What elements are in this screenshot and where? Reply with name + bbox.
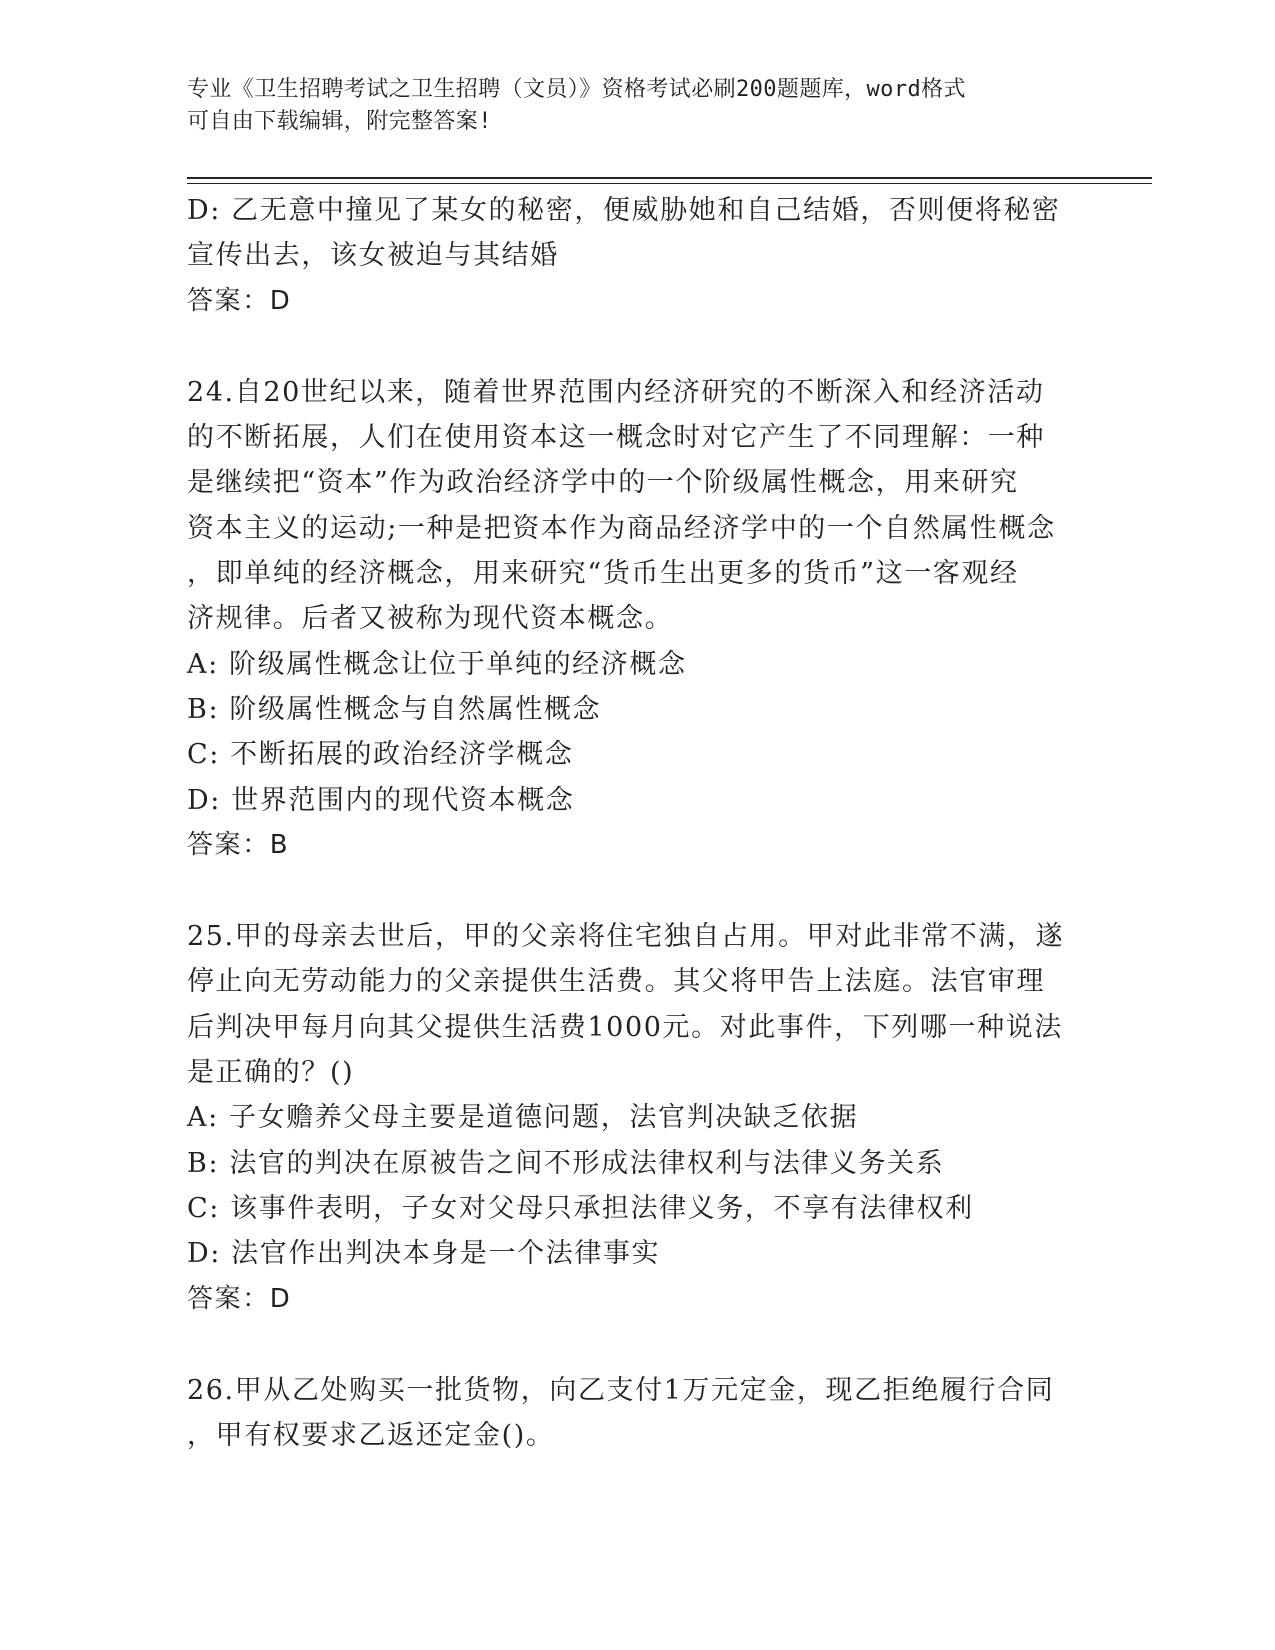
header-line-2: 可自由下载编辑，附完整答案!: [187, 109, 492, 134]
q26-stem-line: ，甲有权要求乙返还定金()。: [187, 1420, 555, 1452]
q25-option-d: D: 法官作出判决本身是一个法律事实: [187, 1238, 661, 1270]
q24-option-a: A: 阶级属性概念让位于单纯的经济概念: [187, 648, 687, 680]
q23-answer: 答案：D: [187, 285, 292, 316]
q24-stem-line: 资本主义的运动;一种是把资本作为商品经济学中的一个自然属性概念: [187, 512, 1056, 544]
q24-option-d: D: 世界范围内的现代资本概念: [187, 784, 575, 816]
q25-stem-line: 后判决甲每月向其父提供生活费1000元。对此事件，下列哪一种说法: [187, 1011, 1063, 1043]
q24-option-c: C: 不断拓展的政治经济学概念: [187, 739, 574, 771]
header-rule-thin: [187, 183, 1152, 184]
q24-option-b: B: 阶级属性概念与自然属性概念: [187, 693, 602, 725]
document-body: [187, 188, 1067, 1458]
question-23-tail: [187, 188, 1067, 324]
q23-option-d-line-2: 宣传出去，该女被迫与其结婚: [187, 240, 559, 272]
q25-option-b: B: 法官的判决在原被告之间不形成法律权利与法律义务关系: [187, 1147, 945, 1179]
q24-stem-line: 济规律。后者又被称为现代资本概念。: [187, 603, 674, 635]
question-24: [187, 370, 1067, 868]
q25-stem-line: 是正确的？(): [187, 1057, 355, 1089]
q26-stem-line: 26.甲从乙处购买一批货物，向乙支付1万元定金，现乙拒绝履行合同: [187, 1374, 1055, 1406]
q24-stem-line: 是继续把“资本”作为政治经济学中的一个阶级属性概念，用来研究: [187, 467, 1019, 499]
q24-answer: 答案：B: [187, 829, 290, 860]
q25-stem-line: 停止向无劳动能力的父亲提供生活费。其父将甲告上法庭。法官审理: [187, 966, 1045, 998]
q24-stem-line: ，即单纯的经济概念，用来研究“货币生出更多的货币”这一客观经: [187, 558, 1019, 590]
q23-option-d-line-1: D: 乙无意中撞见了某女的秘密，便威胁她和自己结婚，否则便将秘密: [187, 195, 1061, 226]
q25-answer: 答案：D: [187, 1283, 292, 1314]
document-header: [187, 74, 1067, 138]
question-25: [187, 914, 1067, 1322]
q24-stem-line: 的不断拓展，人们在使用资本这一概念时对它产生了不同理解：一种: [187, 422, 1045, 454]
q24-stem-line: 24.自20世纪以来，随着世界范围内经济研究的不断深入和经济活动: [187, 376, 1045, 408]
header-rule-thick: [187, 177, 1152, 179]
q25-stem-line: 25.甲的母亲去世后，甲的父亲将住宅独自占用。甲对此非常不满，遂: [187, 921, 1065, 953]
q25-option-a: A: 子女赡养父母主要是道德问题，法官判决缺乏依据: [187, 1102, 859, 1134]
q25-option-c: C: 该事件表明，子女对父母只承担法律义务，不享有法律权利: [187, 1192, 974, 1224]
header-line-1: 专业《卫生招聘考试之卫生招聘（文员）》资格考试必刷200题题库，word格式: [187, 77, 966, 102]
question-26: [187, 1368, 1067, 1459]
